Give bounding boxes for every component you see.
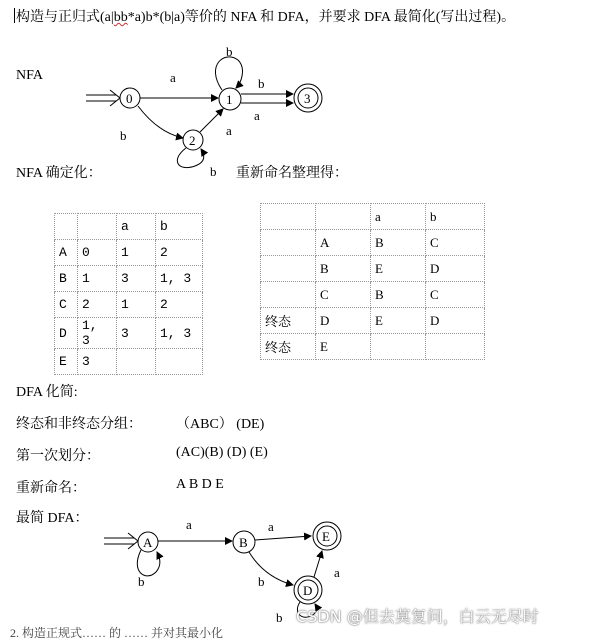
nfa-state-3-text: 3 [304,91,311,106]
table-cell: 2 [156,292,203,318]
min-dfa-label: 最简 DFA： [16,511,89,526]
subset-table [54,213,203,375]
dfa-start-arrow [104,533,138,549]
table-cell: C [426,230,485,256]
nfa-edge-0-2 [138,106,183,138]
group-label: 终态和非终态分组： [16,417,142,432]
table-cell: 2 [156,240,203,266]
nfa-edge-1-3-b-label: b [258,76,265,91]
table-cell: b [156,214,203,240]
table-cell: C [426,282,485,308]
determinize-label: NFA 确定化： [16,166,102,181]
table-cell: 终态 [261,308,316,334]
table-cell: C [316,282,371,308]
dfa-edge-b-d [249,552,293,585]
nfa-edge-2-1 [200,109,223,132]
nfa-edge-0-2-label: b [120,128,127,143]
table-cell [426,334,485,360]
table-cell: b [426,204,485,230]
table-cell: D [426,256,485,282]
table-cell: 3 [78,349,117,375]
table-cell: C [55,292,78,318]
table-cell: 1, 3 [156,266,203,292]
table-row [261,256,485,282]
nfa-edge-2-1-label: a [226,123,232,138]
table-cell: 0 [78,240,117,266]
nfa-edge-0-1-label: a [170,70,176,85]
table-cell [261,282,316,308]
renamed-table [260,203,485,360]
partition-value: (AC)(B) (D) (E) [176,445,268,460]
partition-label: 第一次划分： [16,449,100,464]
table-cell: A [55,240,78,266]
question-prefix: 构造与正归式(a| [16,10,114,25]
table-cell: 2 [78,292,117,318]
dfa-edge-b-e-label: a [268,519,274,534]
rename-label: 重新命名整理得： [236,166,348,181]
table-cell [117,349,156,375]
table-cell: E [55,349,78,375]
table-cell: E [316,334,371,360]
table-row [55,240,203,266]
table-cell: B [55,266,78,292]
table-row [55,266,203,292]
table-row [55,349,203,375]
dfa-edge-d-e-label: a [334,565,340,580]
dfa-state-e-label: E [322,529,330,544]
dfa-edge-a-a [137,550,160,576]
table-cell: B [371,230,426,256]
table-cell [316,204,371,230]
table-cell: a [371,204,426,230]
nfa-edge-1-3-a-label: a [254,108,260,123]
table-cell: 1 [78,266,117,292]
dfa-state-a-label: A [143,535,153,550]
table-cell: 3 [117,318,156,349]
dfa-edge-a-a-label: b [138,574,145,589]
table-cell: E [371,308,426,334]
table-row [55,292,203,318]
table-cell [261,256,316,282]
nfa-state-1-label: 1 [226,92,233,107]
rename-step-value: A B D E [176,477,224,492]
table-cell: 1, 3 [156,318,203,349]
table-cell: E [371,256,426,282]
dfa-edge-a-b-label: a [186,517,192,532]
table-cell [261,230,316,256]
question-spellcheck-word: bb [113,10,128,25]
table-cell: B [316,256,371,282]
dfa-edge-b-e [255,536,311,540]
table-row [261,230,485,256]
nfa-state-2-label: 2 [189,133,196,148]
table-cell: 1, 3 [78,318,117,349]
question-suffix: *a)b*(b|a)等价的 NFA 和 DFA，并要求 DFA 最简化(写出过程)。 [127,10,516,25]
table-cell [371,334,426,360]
nfa-edge-1-1 [215,57,242,90]
table-row [55,214,203,240]
table-cell: D [426,308,485,334]
nfa-edge-2-2 [177,148,203,168]
table-cell: 3 [117,266,156,292]
table-row [261,308,485,334]
table-row [261,204,485,230]
table-cell: D [55,318,78,349]
rename-step-label: 重新命名： [16,481,86,496]
table-cell: 1 [117,292,156,318]
table-cell: 1 [117,240,156,266]
dfa-edge-b-d-label: b [258,574,265,589]
dfa-state-d-label: D [303,583,313,598]
table-cell [261,204,316,230]
table-cell [78,214,117,240]
nfa-edge-2-2-label: b [210,164,217,179]
group-value: （ABC） (DE) [176,417,265,432]
csdn-watermark: CSDN @但去莫复问，白云无尽时 [296,607,539,626]
table-row [261,334,485,360]
minimize-heading: DFA 化简: [16,385,78,400]
table-cell: a [117,214,156,240]
table-cell [156,349,203,375]
table-cell: B [371,282,426,308]
table-row [261,282,485,308]
table-cell: 终态 [261,334,316,360]
nfa-state-0-label: 0 [126,91,133,106]
nfa-edge-1-1-label: b [226,44,233,59]
table-cell: D [316,308,371,334]
nfa-heading: NFA [16,68,43,83]
dfa-edge-d-e [314,551,322,577]
table-cell: A [316,230,371,256]
table-row [55,318,203,349]
dfa-state-b-label: B [239,535,248,550]
table-cell [55,214,78,240]
nfa-start-arrow [86,90,120,106]
cropped-footer-text: 2. 构造正规式…… 的 …… 并对其最小化 [10,626,224,640]
dfa-edge-d-d-label: b [276,610,283,625]
